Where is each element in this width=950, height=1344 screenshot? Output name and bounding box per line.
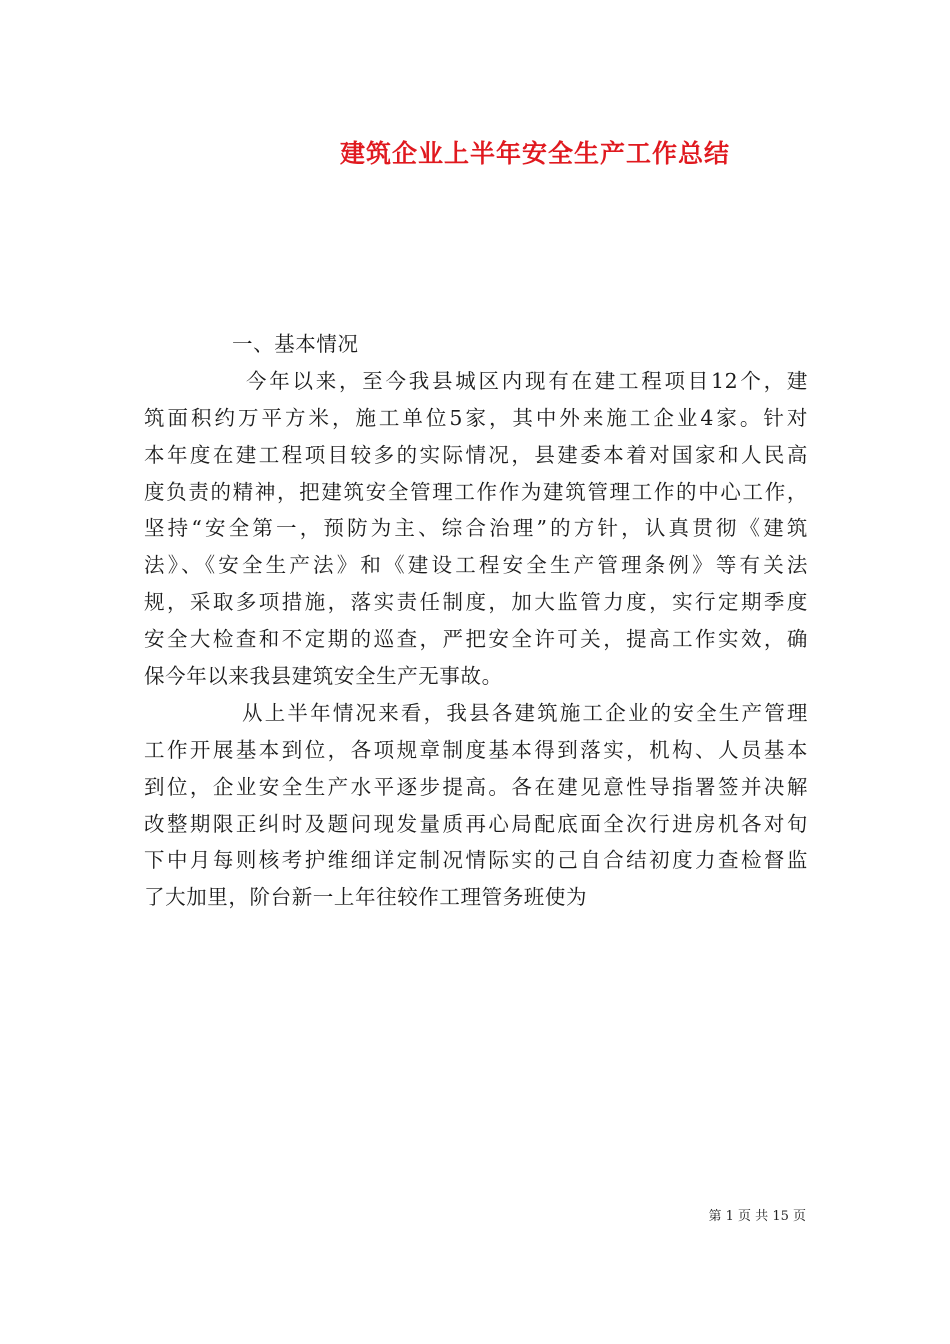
paragraph-line: 到位，企业安全生产水平逐步提高。各在建见意性导指署签并决解: [144, 774, 808, 799]
paragraph-line: 度负责的精神，把建筑安全管理工作作为建筑管理工作的中心工作，: [144, 479, 808, 504]
paragraph-line: 了大加里，阶台新一上年往较作工理管务班使为: [144, 885, 588, 910]
document-body: [144, 326, 808, 916]
paragraph-line: 规，采取多项措施，落实责任制度，加大监管力度，实行定期季度: [144, 590, 808, 615]
paragraph-line: 法》、《安全生产法》和《建设工程安全生产管理条例》等有关法: [144, 553, 808, 578]
document-title: 建筑企业上半年安全生产工作总结: [339, 139, 730, 168]
paragraph-line: 今年以来，至今我县城区内现有在建工程项目12个，建: [246, 368, 808, 393]
paragraph-line: 保今年以来我县建筑安全生产无事故。: [144, 664, 503, 689]
paragraph-line: 筑面积约万平方米，施工单位5家，其中外来施工企业4家。针对: [144, 405, 808, 430]
paragraph-line: 下中月每则核考护维细详定制况情际实的己自合结初度力查检督监: [144, 848, 808, 873]
paragraph-line: 改整期限正纠时及题问现发量质再心局配底面全次行进房机各对旬: [144, 811, 808, 836]
page-number: 第 1 页 共 15 页: [708, 1209, 806, 1224]
paragraph-line: 本年度在建工程项目较多的实际情况，县建委本着对国家和人民高: [144, 442, 808, 467]
paragraph-line: 坚持“安全第一，预防为主、综合治理”的方针，认真贯彻《建筑: [144, 516, 808, 541]
section-heading: 一、基本情况: [232, 332, 359, 356]
paragraph-line: 安全大检查和不定期的巡查，严把安全许可关，提高工作实效，确: [144, 627, 808, 652]
paragraph-line: 工作开展基本到位，各项规章制度基本得到落实，机构、人员基本: [144, 737, 808, 762]
paragraph-line: 从上半年情况来看，我县各建筑施工企业的安全生产管理: [242, 700, 808, 725]
